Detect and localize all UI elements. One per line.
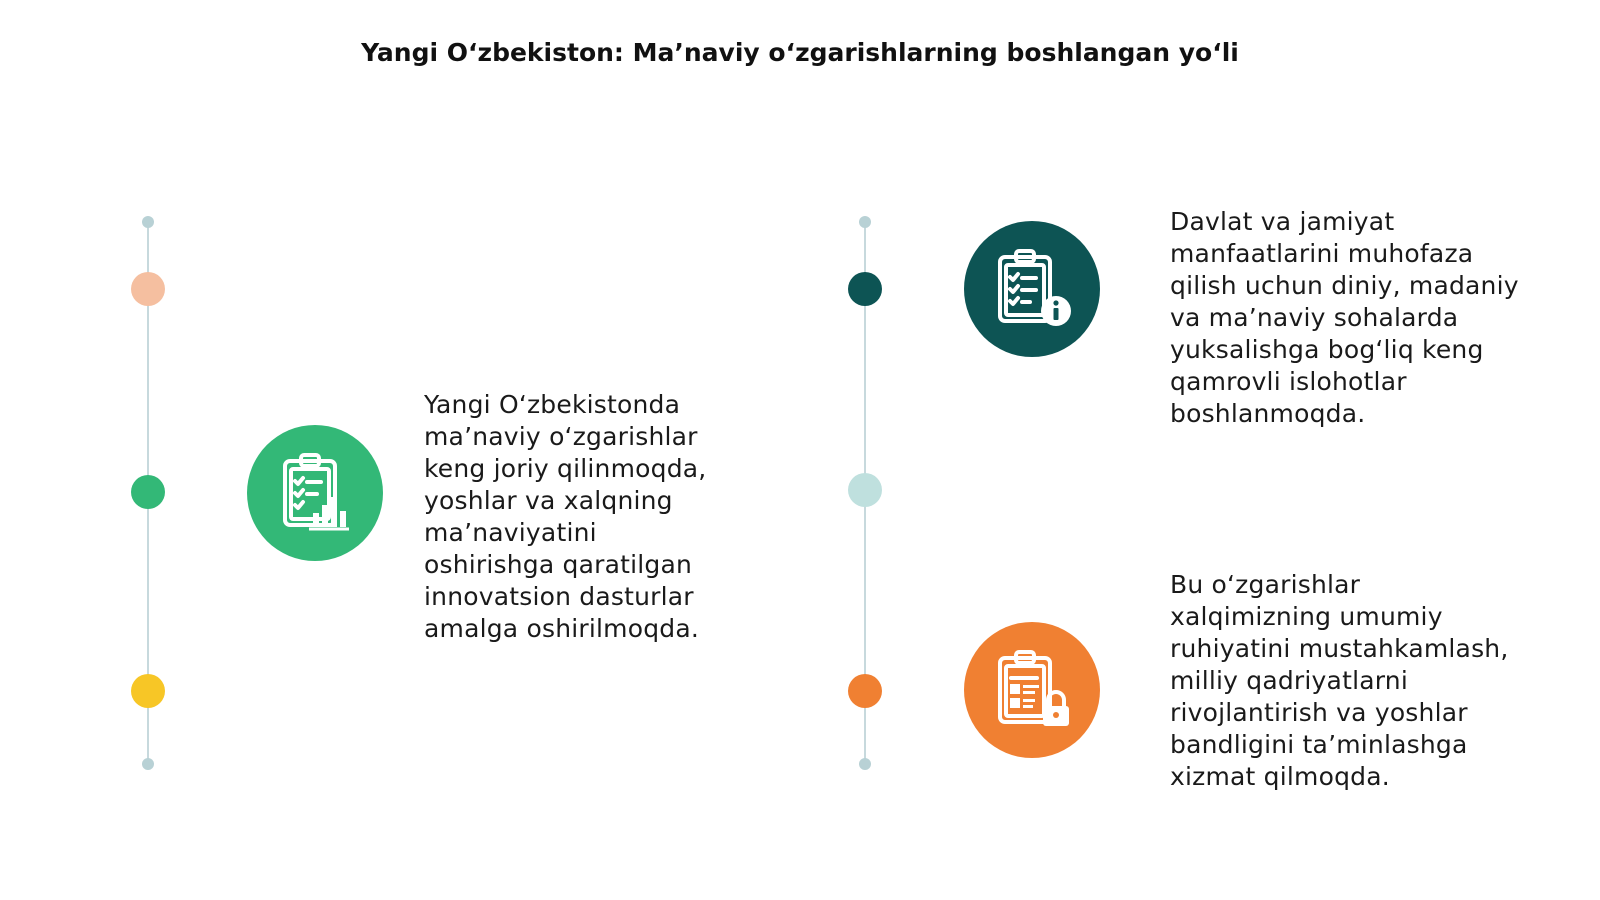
timeline-right-end-dot bbox=[859, 758, 871, 770]
timeline-marker-light-teal bbox=[848, 473, 882, 507]
item-text-line: manfaatlarini muhofaza bbox=[1170, 239, 1474, 268]
item-text-line: qilish uchun diniy, madaniy bbox=[1170, 271, 1519, 300]
item-text-line: va ma’naviy sohalarda bbox=[1170, 303, 1459, 332]
item-text-line: ma’naviyatini bbox=[424, 518, 597, 547]
item-text-line: Bu o‘zgarishlar bbox=[1170, 570, 1361, 599]
item-text-line: qamrovli islohotlar bbox=[1170, 367, 1407, 396]
item-text-line: rivojlantirish va yoshlar bbox=[1170, 698, 1468, 727]
item-text-line: xizmat qilmoqda. bbox=[1170, 762, 1390, 791]
item-text-1 bbox=[424, 389, 706, 645]
item-text-line: keng joriy qilinmoqda, bbox=[424, 454, 707, 483]
item-text-line: milliy qadriyatlarni bbox=[1170, 666, 1408, 695]
item-text-line: xalqimizning umumiy bbox=[1170, 602, 1443, 631]
item-text-line: bandligini ta’minlashga bbox=[1170, 730, 1468, 759]
item-text-line: oshirishga qaratilgan bbox=[424, 550, 693, 579]
item-text-3 bbox=[1170, 569, 1509, 793]
item-text-line: boshlanmoqda. bbox=[1170, 399, 1366, 428]
page-title: Yangi O‘zbekiston: Ma’naviy o‘zgarishlarning boshlangan yo‘li bbox=[361, 38, 1239, 67]
timeline-marker-green bbox=[131, 475, 165, 509]
item-text-line: Davlat va jamiyat bbox=[1170, 207, 1395, 236]
timeline-marker-dark-teal bbox=[848, 272, 882, 306]
item-text-line: innovatsion dasturlar bbox=[424, 582, 694, 611]
timeline-left-start-dot bbox=[142, 216, 154, 228]
item-text-2 bbox=[1170, 206, 1519, 430]
item-text-line: Yangi O‘zbekistonda bbox=[424, 390, 681, 419]
timeline-marker-peach bbox=[131, 272, 165, 306]
timeline-left-end-dot bbox=[142, 758, 154, 770]
timeline-marker-orange bbox=[848, 674, 882, 708]
item-text-line: ma’naviy o‘zgarishlar bbox=[424, 422, 698, 451]
item-text-line: amalga oshirilmoqda. bbox=[424, 614, 700, 643]
clipboard-lock-icon bbox=[964, 622, 1100, 758]
timeline-marker-yellow bbox=[131, 674, 165, 708]
clipboard-info-icon bbox=[964, 221, 1100, 357]
item-text-line: ruhiyatini mustahkamlash, bbox=[1170, 634, 1509, 663]
clipboard-chart-icon bbox=[247, 425, 383, 561]
item-text-line: yuksalishga bog‘liq keng bbox=[1170, 335, 1484, 364]
item-text-line: yoshlar va xalqning bbox=[424, 486, 673, 515]
timeline-right-start-dot bbox=[859, 216, 871, 228]
